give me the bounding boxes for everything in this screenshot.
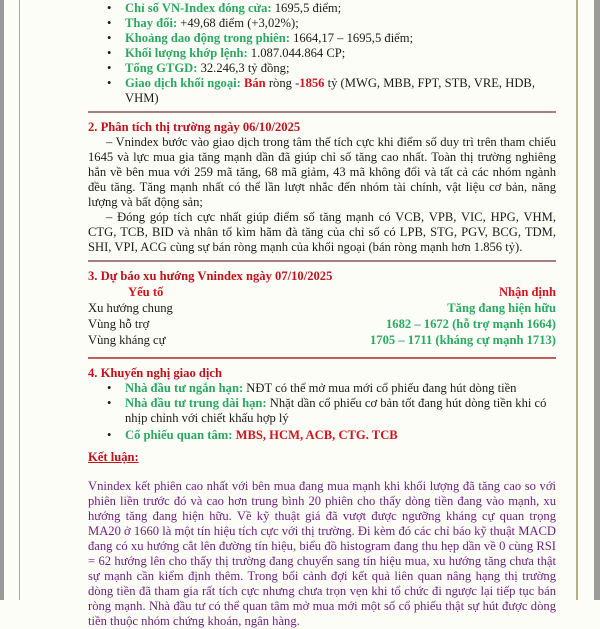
section2-title: 2. Phân tích thị trường ngày 06/10/2025 (88, 120, 301, 134)
conclusion-title: Kết luận: (88, 450, 139, 464)
section3-title: 3. Dự báo xu hướng Vnindex ngày 07/10/2025 (88, 269, 333, 283)
assessment: Tăng đang hiện hữu (447, 301, 556, 315)
factor: Xu hướng chung (88, 301, 173, 315)
divider (88, 357, 556, 359)
foreign-action: Bán (240, 76, 266, 90)
recommendation-text: Nhặt dần cổ phiếu cơ bản tốt đang hút dòng tiền khi có nhịp chỉnh với chiết khấu hợp lý (125, 396, 547, 425)
header-assessment: Nhận định (498, 285, 556, 299)
section4-title: 4. Khuyến nghị giao dịch (88, 366, 223, 380)
page-border-left (19, 0, 20, 600)
right-scroll-edge (594, 0, 600, 600)
market-summary-list (88, 1, 556, 106)
forecast-header-row (88, 284, 556, 300)
summary-item (88, 61, 556, 76)
assessment: 1682 – 1672 (hỗ trợ mạnh 1664) (386, 317, 556, 331)
summary-value: 1664,17 – 1695,5 điểm; (289, 31, 414, 45)
watchlist-label: Cổ phiếu quan tâm: (125, 428, 233, 442)
recommendation-item (88, 396, 556, 426)
forecast-row (88, 300, 556, 316)
conclusion-text: Vnindex kết phiên cao nhất với bên mua đang mua mạnh khi khối lượng đã tăng cao so với phiên liền trước đó và cao hơn trung bình 20 phiên cho thấy dòng tiền đang vào mạnh, xu hướng tăng đang hiện hữu. Về kỹ thuật giá đã vượt được ngưỡng kháng cự quan trọng MA20 ở 1660 là một tín hiệu tích cực với thị trường. Đi kèm đó các chỉ báo kỹ thuật MACD đang có xu hướng cắt lên đường tín hiệu, biểu đồ histogram đang thu hẹp dần về 0 cùng RSI = 62 hướng lên cho thấy thị trường đang chuyển sang tín hiệu mua, xu hướng tăng chưa thật sự mạnh cần kiểm định thêm. Trong bối cảnh đợi kết quả liên quan nâng hạng thị trường dòng tiền đã tham gia rất tích cực nhưng chưa trọn vẹn khi tổ chức đi ngược lại tiếp tục bán ròng mạnh. Nhà đầu tư có thể quan tâm mở mua mới một số cổ phiếu thật sự hút được dòng tiền thuộc nhóm chứng khoán, ngân hàng. (88, 479, 556, 628)
summary-value: +49,68 điểm (+3,02%); (177, 16, 299, 30)
document-page (88, 0, 556, 629)
assessment: 1705 – 1711 (kháng cự mạnh 1713) (370, 333, 556, 347)
foreign-trade-item (88, 76, 556, 106)
recommendation-text: NĐT có thể mở mua mới cổ phiếu đang hút dòng tiền (243, 381, 517, 395)
recommendation-item (88, 381, 556, 396)
foreign-amount: 1856 (299, 76, 325, 90)
summary-item (88, 16, 556, 31)
watchlist-item (88, 428, 556, 443)
summary-item (88, 31, 556, 46)
recommendation-label: Nhà đầu tư ngắn hạn: (125, 381, 244, 395)
summary-item (88, 1, 556, 16)
foreign-tickers: tỷ (MWG, MBB, FPT, STB, VRE, HDB, VHM) (125, 76, 535, 105)
section2-paragraph: – Vnindex bước vào giao dịch trong tâm thế tích cực khi điểm số duy trì trên tham chiếu 1645 và lực mua gia tăng mạnh dần đã giúp chỉ số tăng cao nhất. Toàn thị trường nghiêng hẳn về bên mua với 259 mã tăng, 68 mã giảm, 43 mã không đổi và tất cả các nhóm ngành đều tăng. Tăng mạnh nhất có thể lần lượt nhắc đến nhóm tài chính, vật liệu cơ bản, năng lượng và bất động sản; (88, 135, 556, 209)
summary-label: Thay đổi: (125, 16, 178, 30)
factor: Vùng hỗ trợ (88, 317, 150, 331)
foreign-label: Giao dịch khối ngoại: (125, 76, 241, 90)
watchlist-tickers: MBS, HCM, ACB, CTG. TCB (232, 428, 398, 442)
foreign-mid: ròng - (265, 76, 300, 90)
section2-paragraph: – Đóng góp tích cực nhất giúp điểm số tăng mạnh có VCB, VPB, VIC, HPG, VHM, CTG, TCB, BID và nhân tố kìm hãm đà tăng của chỉ số có LPB, STG, PGV, BCG, TDM, SHI, VPI, ACG cùng sự bán ròng mạnh của khối ngoại (bán ròng mạnh hơn 1.856 tỷ). (88, 210, 556, 254)
recommendation-list (88, 381, 556, 443)
summary-value: 32.246,3 tỷ đồng; (197, 61, 290, 75)
summary-item (88, 46, 556, 61)
left-scroll-edge (0, 0, 4, 600)
factor: Vùng kháng cự (88, 333, 166, 347)
summary-label: Chỉ số VN-Index đóng cửa: (125, 1, 272, 15)
divider (88, 260, 556, 262)
summary-label: Khối lượng khớp lệnh: (125, 46, 248, 60)
summary-value: 1695,5 điểm; (271, 1, 342, 15)
forecast-row (88, 332, 556, 348)
recommendation-label: Nhà đầu tư trung dài hạn: (125, 396, 267, 410)
header-factor: Yếu tố (128, 285, 164, 299)
summary-label: Khoảng dao động trong phiên: (125, 31, 290, 45)
summary-label: Tổng GTGD: (125, 61, 198, 75)
page-border-right (576, 0, 578, 600)
divider (88, 111, 556, 113)
forecast-row (88, 316, 556, 332)
summary-value: 1.087.044.864 CP; (247, 46, 346, 60)
